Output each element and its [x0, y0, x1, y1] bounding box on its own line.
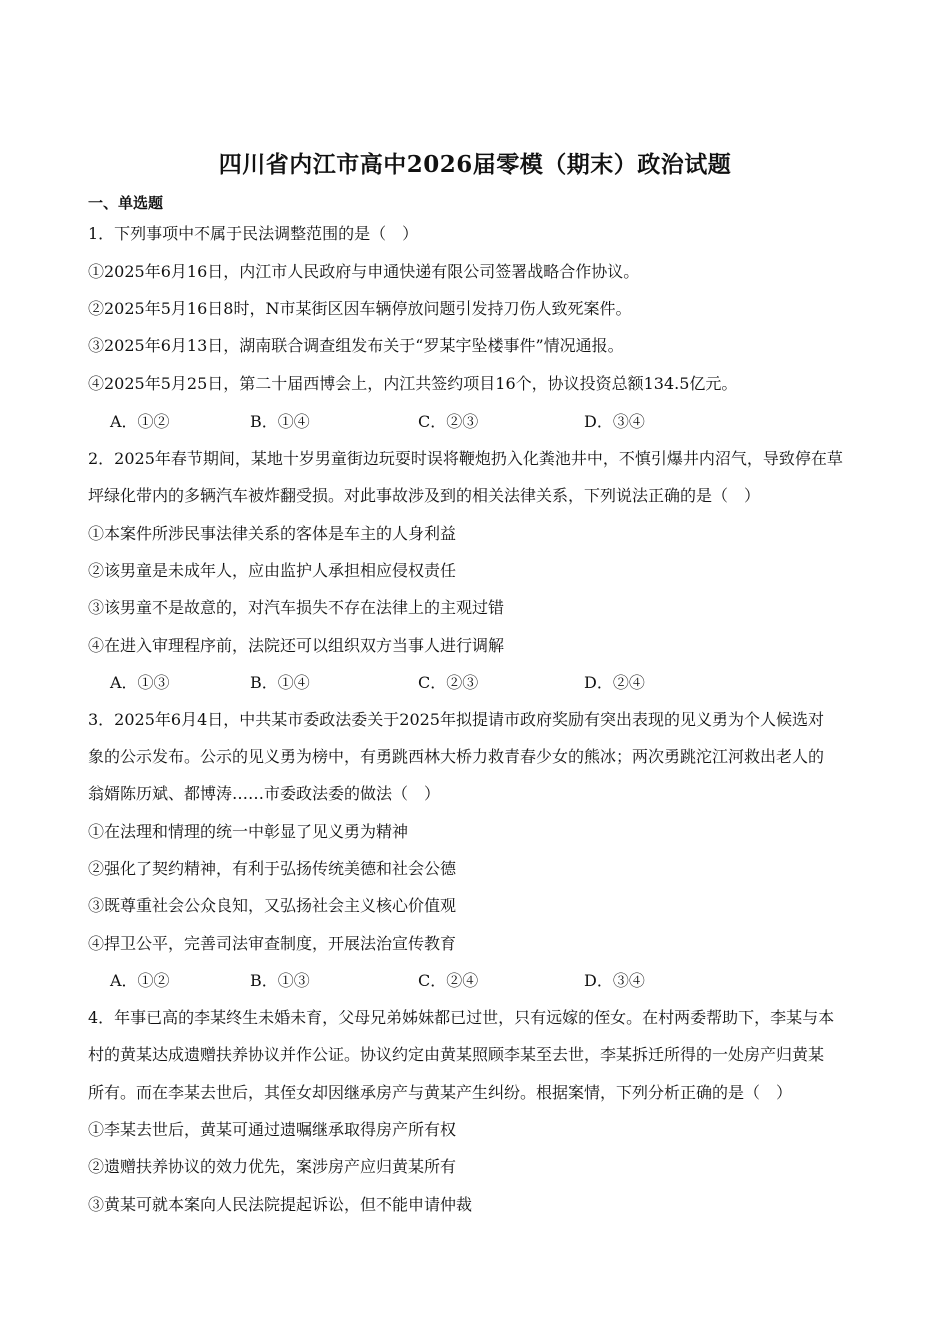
q2-option-d[interactable]: D．②④: [584, 673, 645, 692]
q2-item-1: ①本案件所涉民事法律关系的客体是车主的人身利益: [88, 524, 457, 543]
q2-option-c[interactable]: C．②③: [418, 673, 479, 692]
q1-option-c[interactable]: C．②③: [418, 412, 479, 431]
q3-stem-line-2: 象的公示发布。公示的见义勇为榜中，有勇跳西林大桥力救青春少女的熊冰；两次勇跳沱江河救出老人的: [88, 747, 825, 766]
q2-item-4: ④在进入审理程序前，法院还可以组织双方当事人进行调解: [88, 636, 505, 655]
q1-item-2: ②2025年5月16日8时，N市某街区因车辆停放问题引发持刀伤人致死案件。: [88, 299, 632, 318]
q1-item-3: ③2025年6月13日，湖南联合调查组发布关于“罗某宇坠楼事件”情况通报。: [88, 336, 624, 355]
q1-item-4: ④2025年5月25日，第二十届西博会上，内江共签约项目16个，协议投资总额134.5亿元。: [88, 374, 738, 393]
q3-option-a[interactable]: A．①②: [110, 971, 170, 990]
q4-stem-line-1: 4．年事已高的李某终生未婚未育，父母兄弟姊妹都已过世，只有远嫁的侄女。在村两委帮助下，李某与本: [88, 1008, 835, 1027]
q1-option-a[interactable]: A．①②: [110, 412, 170, 431]
q4-stem-line-3: 所有。而在李某去世后，其侄女却因继承房产与黄某产生纠纷。根据案情，下列分析正确的是（ ）: [88, 1083, 793, 1102]
q4-item-2: ②遗赠扶养协议的效力优先，案涉房产应归黄某所有: [88, 1157, 457, 1176]
q3-option-d[interactable]: D．③④: [584, 971, 645, 990]
q1-item-1: ①2025年6月16日，内江市人民政府与申通快递有限公司签署战略合作协议。: [88, 262, 640, 281]
q2-option-a[interactable]: A．①③: [110, 673, 170, 692]
q2-item-3: ③该男童不是故意的，对汽车损失不存在法律上的主观过错: [88, 598, 505, 617]
q3-stem-line-3: 翁婿陈历斌、都博涛……市委政法委的做法（ ）: [88, 784, 441, 803]
q3-item-1: ①在法理和情理的统一中彰显了见义勇为精神: [88, 822, 409, 841]
q1-option-b[interactable]: B．①④: [250, 412, 310, 431]
q1-option-d[interactable]: D．③④: [584, 412, 645, 431]
q3-item-2: ②强化了契约精神，有利于弘扬传统美德和社会公德: [88, 859, 457, 878]
q4-item-1: ①李某去世后，黄某可通过遗嘱继承取得房产所有权: [88, 1120, 457, 1139]
q2-stem-line-1: 2．2025年春节期间，某地十岁男童街边玩耍时误将鞭炮扔入化粪池井中，不慎引爆井内沼气，导致停在草: [88, 449, 843, 468]
q2-item-2: ②该男童是未成年人，应由监护人承担相应侵权责任: [88, 561, 457, 580]
q4-item-3: ③黄某可就本案向人民法院提起诉讼，但不能申请仲裁: [88, 1195, 473, 1214]
q3-stem-line-1: 3．2025年6月4日，中共某市委政法委关于2025年拟提请市政府奖励有突出表现的见义勇为个人候选对: [88, 710, 824, 729]
q3-item-4: ④捍卫公平，完善司法审查制度，开展法治宣传教育: [88, 934, 457, 953]
q2-option-b[interactable]: B．①④: [250, 673, 310, 692]
q3-item-3: ③既尊重社会公众良知，又弘扬社会主义核心价值观: [88, 896, 457, 915]
q3-option-b[interactable]: B．①③: [250, 971, 310, 990]
q2-stem-line-2: 坪绿化带内的多辆汽车被炸翻受损。对此事故涉及到的相关法律关系，下列说法正确的是（ ）: [88, 486, 761, 505]
q4-stem-line-2: 村的黄某达成遗赠扶养协议并作公证。协议约定由黄某照顾李某至去世，李某拆迁所得的一处房产归黄某: [88, 1045, 825, 1064]
page-title: 四川省内江市高中2026届零模（期末）政治试题: [218, 151, 732, 178]
q3-option-c[interactable]: C．②④: [418, 971, 479, 990]
q1-stem: 1．下列事项中不属于民法调整范围的是（ ）: [88, 224, 419, 243]
section-heading: 一、单选题: [88, 194, 164, 212]
